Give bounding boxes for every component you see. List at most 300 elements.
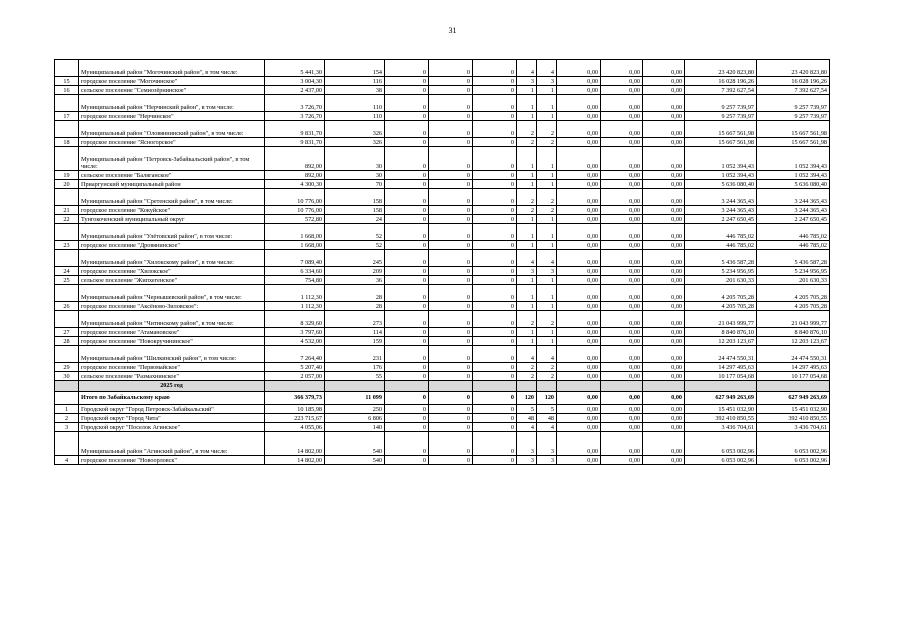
row-value: 3	[537, 267, 557, 276]
row-value: 0,00	[643, 60, 685, 77]
row-value: 6 053 002,96	[757, 432, 830, 456]
row-value: 3 726,70	[265, 112, 325, 121]
row-value: 9 257 739,97	[685, 112, 757, 121]
row-name: Муниципальный район "Хилокскому район", в том числе:	[79, 250, 265, 267]
row-value: 3	[537, 77, 557, 86]
row-value: 5	[517, 405, 537, 414]
row-value: 9 257 739,97	[685, 95, 757, 112]
row-value: 16 028 196,26	[757, 77, 830, 86]
row-value: 0	[385, 276, 429, 285]
row-number	[55, 121, 79, 138]
row-name: Муниципальный район "Агинский район", в том числе:	[79, 432, 265, 456]
row-value: 0,00	[557, 405, 601, 414]
row-value: 0	[385, 215, 429, 224]
row-value: 14 297 495,63	[757, 363, 830, 372]
row-value: 0	[473, 224, 517, 241]
row-value: 0	[473, 456, 517, 465]
row-value: 1 668,00	[265, 224, 325, 241]
row-value: 0,00	[601, 171, 643, 180]
row-value: 0,00	[601, 456, 643, 465]
row-value: 1	[537, 215, 557, 224]
row-value: 2	[537, 189, 557, 206]
row-value: 24 474 550,31	[757, 346, 830, 363]
table-row	[55, 276, 830, 285]
row-number: 20	[55, 180, 79, 189]
row-value: 446 785,02	[757, 241, 830, 250]
row-value: 0	[429, 147, 473, 171]
row-value: 10 776,00	[265, 189, 325, 206]
row-value: 10 185,98	[265, 405, 325, 414]
row-value: 0,00	[601, 405, 643, 414]
row-value: 0	[429, 77, 473, 86]
row-value: 0	[429, 432, 473, 456]
row-value: 0,00	[557, 180, 601, 189]
row-value: 5 636 080,40	[757, 180, 830, 189]
row-value: 16 028 196,26	[685, 77, 757, 86]
row-name: Муниципальный район "Петровск-Забайкальский район", в том числе:	[79, 147, 265, 171]
row-value: 754,80	[265, 276, 325, 285]
row-value: 0,00	[557, 224, 601, 241]
row-value: 4 055,06	[265, 423, 325, 432]
row-value: 0,00	[643, 337, 685, 346]
section-blank-cell	[429, 381, 473, 392]
row-value: 201 630,33	[685, 276, 757, 285]
row-value: 0,00	[557, 250, 601, 267]
row-value: 158	[325, 189, 385, 206]
row-value: 0,00	[557, 363, 601, 372]
row-value: 1	[517, 328, 537, 337]
row-value: 540	[325, 456, 385, 465]
row-name: Муниципальный район "Сретенский район", в том числе:	[79, 189, 265, 206]
row-value: 446 785,02	[757, 224, 830, 241]
section-blank-cell	[325, 381, 385, 392]
row-value: 0	[473, 276, 517, 285]
row-value: 5	[537, 405, 557, 414]
total-value: 0,00	[601, 392, 643, 405]
row-value: 0,00	[601, 276, 643, 285]
section-blank-cell	[265, 381, 325, 392]
row-value: 0,00	[643, 414, 685, 423]
row-value: 0	[385, 328, 429, 337]
row-value: 2	[537, 206, 557, 215]
row-value: 0,00	[643, 456, 685, 465]
row-value: 159	[325, 337, 385, 346]
row-value: 0,00	[557, 423, 601, 432]
row-value: 1	[537, 285, 557, 302]
table-row	[55, 189, 830, 206]
row-value: 326	[325, 138, 385, 147]
row-value: 0	[429, 86, 473, 95]
row-value: 1	[537, 180, 557, 189]
row-value: 0,00	[643, 285, 685, 302]
row-value: 24	[325, 215, 385, 224]
row-value: 1	[517, 224, 537, 241]
row-value: 1	[517, 276, 537, 285]
row-value: 0,00	[643, 224, 685, 241]
row-value: 0	[385, 285, 429, 302]
row-value: 1	[537, 337, 557, 346]
row-value: 2	[537, 138, 557, 147]
row-value: 21 043 999,77	[685, 311, 757, 328]
row-value: 0,00	[643, 405, 685, 414]
row-value: 0	[473, 241, 517, 250]
row-value: 0,00	[643, 95, 685, 112]
row-number	[55, 432, 79, 456]
row-value: 36	[325, 276, 385, 285]
row-value: 23 420 823,80	[757, 60, 830, 77]
row-value: 0,00	[643, 86, 685, 95]
row-value: 0	[473, 77, 517, 86]
row-value: 1	[517, 95, 537, 112]
table-row	[55, 112, 830, 121]
row-value: 0	[429, 337, 473, 346]
row-value: 1	[537, 276, 557, 285]
row-value: 2	[537, 121, 557, 138]
row-value: 0	[429, 423, 473, 432]
row-value: 0	[473, 147, 517, 171]
row-value: 4	[517, 60, 537, 77]
row-value: 572,80	[265, 215, 325, 224]
row-value: 0,00	[643, 77, 685, 86]
row-value: 0	[473, 414, 517, 423]
row-value: 0,00	[643, 215, 685, 224]
row-name: городское поселение "Хилокское"	[79, 267, 265, 276]
row-value: 0,00	[601, 224, 643, 241]
row-number: 22	[55, 215, 79, 224]
row-value: 12 203 123,67	[757, 337, 830, 346]
row-number	[55, 285, 79, 302]
row-value: 0,00	[601, 206, 643, 215]
row-value: 2	[537, 311, 557, 328]
total-value: 366 379,73	[265, 392, 325, 405]
row-value: 0	[429, 302, 473, 311]
total-blank-cell	[55, 392, 79, 405]
row-value: 0	[385, 302, 429, 311]
row-value: 1	[517, 86, 537, 95]
row-value: 0,00	[643, 147, 685, 171]
section-blank-cell	[517, 381, 537, 392]
row-name: городское поселение "Ясногорское"	[79, 138, 265, 147]
table-row	[55, 215, 830, 224]
table-row	[55, 171, 830, 180]
row-value: 1 052 394,43	[757, 171, 830, 180]
row-value: 9 831,70	[265, 121, 325, 138]
section-blank-cell	[55, 381, 79, 392]
row-value: 0	[385, 86, 429, 95]
row-value: 0,00	[557, 95, 601, 112]
total-value: 0	[473, 392, 517, 405]
row-value: 0,00	[557, 112, 601, 121]
row-value: 23 420 823,80	[685, 60, 757, 77]
row-value: 0	[473, 86, 517, 95]
row-name: Муниципальный район "Могочинский район", в том числе:	[79, 60, 265, 77]
row-value: 0,00	[601, 147, 643, 171]
row-value: 1	[517, 112, 537, 121]
row-value: 5 234 956,95	[685, 267, 757, 276]
row-value: 2	[517, 138, 537, 147]
row-value: 4 205 705,28	[685, 302, 757, 311]
row-number: 21	[55, 206, 79, 215]
row-value: 4	[517, 346, 537, 363]
row-number: 27	[55, 328, 79, 337]
row-value: 0,00	[643, 250, 685, 267]
row-value: 114	[325, 328, 385, 337]
table-row	[55, 302, 830, 311]
row-value: 0	[429, 241, 473, 250]
row-value: 0	[473, 328, 517, 337]
row-value: 0	[429, 206, 473, 215]
row-value: 6 334,60	[265, 267, 325, 276]
row-value: 0,00	[601, 180, 643, 189]
row-value: 540	[325, 432, 385, 456]
row-value: 4 205 705,28	[757, 285, 830, 302]
row-value: 0,00	[643, 112, 685, 121]
table-row	[55, 224, 830, 241]
row-value: 0	[429, 346, 473, 363]
row-name: сельское поселение "Жипхегенское"	[79, 276, 265, 285]
row-value: 0	[429, 311, 473, 328]
section-blank-cell	[473, 381, 517, 392]
row-value: 0,00	[601, 337, 643, 346]
row-number: 29	[55, 363, 79, 372]
row-value: 0	[385, 112, 429, 121]
row-value: 0,00	[601, 432, 643, 456]
row-number: 18	[55, 138, 79, 147]
row-value: 0,00	[643, 363, 685, 372]
row-value: 1	[517, 241, 537, 250]
row-value: 3 436 704,61	[757, 423, 830, 432]
row-value: 3 436 704,61	[685, 423, 757, 432]
row-value: 0,00	[601, 215, 643, 224]
row-value: 446 785,02	[685, 241, 757, 250]
row-value: 0	[385, 346, 429, 363]
row-value: 0,00	[557, 432, 601, 456]
total-value: 627 949 263,69	[685, 392, 757, 405]
row-value: 38	[325, 86, 385, 95]
table-row	[55, 328, 830, 337]
row-value: 209	[325, 267, 385, 276]
row-value: 0,00	[557, 311, 601, 328]
row-value: 0,00	[557, 302, 601, 311]
row-value: 0	[473, 121, 517, 138]
row-value: 0,00	[557, 285, 601, 302]
row-value: 0	[429, 112, 473, 121]
row-number	[55, 346, 79, 363]
row-value: 0	[385, 206, 429, 215]
row-value: 1	[517, 147, 537, 171]
row-value: 1	[537, 147, 557, 171]
row-value: 4 205 705,28	[757, 302, 830, 311]
row-value: 326	[325, 121, 385, 138]
row-value: 1 668,00	[265, 241, 325, 250]
row-value: 6 806	[325, 414, 385, 423]
row-value: 0	[473, 346, 517, 363]
total-value: 120	[517, 392, 537, 405]
row-name: Муниципальный район "Улётовский район", в том числе:	[79, 224, 265, 241]
row-value: 3	[537, 432, 557, 456]
row-value: 0	[473, 171, 517, 180]
row-name: Приаргунский муниципальный район	[79, 180, 265, 189]
table-row	[55, 180, 830, 189]
row-value: 0,00	[557, 60, 601, 77]
section-blank-cell	[601, 381, 643, 392]
row-value: 70	[325, 180, 385, 189]
row-value: 3 797,60	[265, 328, 325, 337]
row-value: 1	[517, 337, 537, 346]
row-value: 223 715,67	[265, 414, 325, 423]
row-value: 2 247 650,45	[685, 215, 757, 224]
row-value: 1	[537, 86, 557, 95]
row-value: 2	[517, 189, 537, 206]
row-value: 0,00	[557, 206, 601, 215]
row-value: 231	[325, 346, 385, 363]
row-value: 0	[385, 147, 429, 171]
row-value: 3	[537, 456, 557, 465]
row-value: 0	[429, 405, 473, 414]
row-value: 250	[325, 405, 385, 414]
row-value: 0	[429, 215, 473, 224]
row-number: 2	[55, 414, 79, 423]
table-row	[55, 423, 830, 432]
row-value: 0	[473, 267, 517, 276]
row-value: 0	[429, 180, 473, 189]
row-number: 3	[55, 423, 79, 432]
row-value: 0	[473, 95, 517, 112]
row-value: 3 004,30	[265, 77, 325, 86]
row-value: 0,00	[557, 171, 601, 180]
row-value: 1	[537, 302, 557, 311]
row-value: 0	[429, 224, 473, 241]
row-value: 0,00	[557, 267, 601, 276]
row-value: 0	[473, 250, 517, 267]
row-value: 0,00	[601, 302, 643, 311]
row-value: 0,00	[643, 241, 685, 250]
row-value: 0,00	[643, 121, 685, 138]
table-row	[55, 77, 830, 86]
row-value: 2 437,00	[265, 86, 325, 95]
row-value: 1 112,30	[265, 285, 325, 302]
row-value: 1	[537, 328, 557, 337]
row-value: 1	[537, 95, 557, 112]
row-value: 0	[385, 423, 429, 432]
row-value: 0,00	[601, 372, 643, 381]
row-value: 0,00	[601, 414, 643, 423]
row-value: 4	[517, 423, 537, 432]
table-row	[55, 95, 830, 112]
row-value: 0	[385, 363, 429, 372]
row-value: 0,00	[643, 423, 685, 432]
row-name: Муниципальный район "Оловяннинский район", в том числе:	[79, 121, 265, 138]
total-value: 0,00	[643, 392, 685, 405]
row-value: 8 840 876,10	[685, 328, 757, 337]
row-value: 1	[517, 171, 537, 180]
table-row	[55, 241, 830, 250]
row-value: 5 441,30	[265, 60, 325, 77]
row-name: городское поселение "Могочинское"	[79, 77, 265, 86]
row-value: 0	[429, 60, 473, 77]
row-number: 17	[55, 112, 79, 121]
row-value: 0	[385, 311, 429, 328]
row-value: 6 053 002,96	[685, 432, 757, 456]
row-value: 0,00	[557, 215, 601, 224]
row-value: 48	[537, 414, 557, 423]
table-row	[55, 60, 830, 77]
row-value: 7 392 627,54	[757, 86, 830, 95]
row-value: 9 831,70	[265, 138, 325, 147]
row-value: 0	[385, 337, 429, 346]
row-value: 2	[517, 311, 537, 328]
row-value: 7 392 627,54	[685, 86, 757, 95]
row-value: 0,00	[643, 372, 685, 381]
row-value: 0,00	[557, 147, 601, 171]
row-value: 158	[325, 206, 385, 215]
table-row	[55, 346, 830, 363]
total-value: 120	[537, 392, 557, 405]
row-value: 0,00	[557, 189, 601, 206]
row-value: 15 667 561,98	[685, 121, 757, 138]
row-value: 1 052 394,43	[685, 171, 757, 180]
row-value: 0	[473, 60, 517, 77]
row-name: городское поселение "Новокручининское"	[79, 337, 265, 346]
row-value: 4	[537, 250, 557, 267]
row-value: 0,00	[601, 241, 643, 250]
row-value: 4	[537, 346, 557, 363]
row-value: 0,00	[601, 77, 643, 86]
row-value: 0	[385, 171, 429, 180]
row-value: 0,00	[601, 86, 643, 95]
row-value: 0	[429, 363, 473, 372]
section-blank-cell	[537, 381, 557, 392]
row-value: 0,00	[601, 363, 643, 372]
row-value: 8 840 876,10	[757, 328, 830, 337]
row-value: 0	[429, 285, 473, 302]
row-value: 52	[325, 241, 385, 250]
row-number	[55, 224, 79, 241]
row-value: 4 205 705,28	[685, 285, 757, 302]
row-value: 0	[385, 121, 429, 138]
table-row	[55, 337, 830, 346]
row-value: 6 053 002,96	[685, 456, 757, 465]
row-value: 15 451 032,90	[757, 405, 830, 414]
row-name: городское поселение "Первомайское"	[79, 363, 265, 372]
row-value: 110	[325, 112, 385, 121]
row-number: 28	[55, 337, 79, 346]
row-number: 19	[55, 171, 79, 180]
row-value: 55	[325, 372, 385, 381]
row-value: 2 247 650,45	[757, 215, 830, 224]
row-value: 3 244 365,43	[757, 206, 830, 215]
row-value: 0,00	[601, 285, 643, 302]
row-value: 1	[517, 302, 537, 311]
table-row	[55, 414, 830, 423]
row-value: 392 410 850,55	[757, 414, 830, 423]
row-value: 2	[537, 372, 557, 381]
row-name: городское поселение "Атамановское"	[79, 328, 265, 337]
table-row	[55, 86, 830, 95]
row-value: 3	[517, 432, 537, 456]
row-value: 0,00	[557, 456, 601, 465]
row-value: 0,00	[601, 423, 643, 432]
row-value: 3 726,70	[265, 95, 325, 112]
row-value: 2	[537, 363, 557, 372]
row-value: 245	[325, 250, 385, 267]
row-value: 0,00	[643, 206, 685, 215]
row-value: 0,00	[643, 180, 685, 189]
row-value: 5 436 587,28	[685, 250, 757, 267]
row-name: Муниципальный район "Читинскому район", в том числе:	[79, 311, 265, 328]
row-value: 15 451 032,90	[685, 405, 757, 414]
row-value: 201 630,33	[757, 276, 830, 285]
